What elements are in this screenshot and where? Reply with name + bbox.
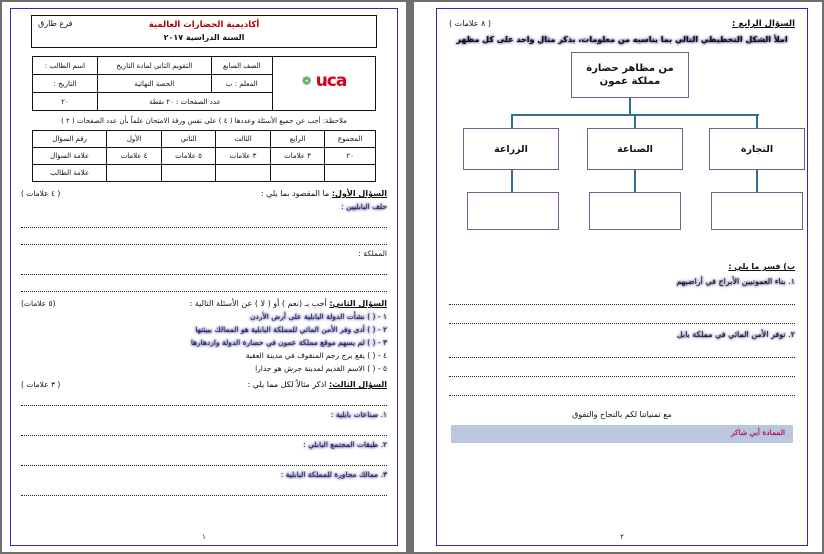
table-row — [33, 57, 376, 75]
marks-value-total: ٢٠ — [325, 148, 376, 165]
question-2-item-1[interactable]: ١ - ( ) نشأت الدولة البابلية على أرض الأردن — [250, 312, 387, 321]
connector-leaf-2 — [634, 170, 636, 192]
answer-line[interactable] — [21, 394, 387, 406]
closing-wish: مع تمنياتنا لكم بالنجاح والتفوق — [572, 410, 672, 419]
student-mark-q2[interactable] — [161, 165, 216, 182]
question-2-item-2[interactable]: ٢ - ( ) أدى وفر الأمن المائي للمملكة البابلية هو الممالك ببيئتها — [195, 325, 387, 334]
part-b-item-2: ٢. توفر الأمن المائي في مملكة بابل — [676, 330, 795, 339]
connector-branch-1 — [756, 114, 758, 128]
answer-line[interactable] — [449, 311, 795, 324]
table-row — [33, 131, 376, 148]
page-1-border — [10, 8, 398, 546]
student-mark-total[interactable] — [325, 165, 376, 182]
org-chart — [449, 52, 795, 252]
question-2-prompt: أجب بـ (نعم ) أو ( لا ) عن الأسئلة التالية : — [189, 299, 327, 308]
table-row — [33, 148, 376, 165]
info-cell-pages: عدد الصفحات : ٢٠ نقطة — [97, 93, 272, 111]
student-mark-q3[interactable] — [216, 165, 271, 182]
answer-line[interactable] — [21, 233, 387, 245]
question-1 — [21, 189, 387, 292]
marks-row-label-student: علامة الطالب — [33, 165, 107, 182]
info-cell-grade: الصف السابع — [211, 57, 272, 75]
academy-name: أكاديمية الحضارات العالمية — [148, 20, 260, 30]
marks-header-q3: الثالث — [216, 131, 271, 148]
marks-value-q3: ٣ علامات — [216, 148, 271, 165]
question-4-title: السؤال الرابع : — [732, 19, 795, 29]
student-mark-q1[interactable] — [107, 165, 162, 182]
marks-header-q4: الرابع — [270, 131, 325, 148]
question-1-prompt: ما المقصود بما يلي : — [260, 189, 330, 198]
chart-answer-box-3[interactable] — [467, 192, 559, 230]
logo-text-icon: uca — [315, 70, 347, 91]
marks-row-label-question: علامة السؤال — [33, 148, 107, 165]
question-3 — [21, 380, 387, 496]
student-mark-q4[interactable] — [270, 165, 325, 182]
info-cell-total: ٢٠ — [33, 93, 98, 111]
info-table-wrap — [32, 56, 376, 111]
answer-line[interactable] — [21, 424, 387, 436]
page-1-number: ١ — [202, 533, 206, 541]
leaf-icon: ❁ — [301, 73, 312, 88]
question-1-item-1: حلف البابليين : — [341, 202, 387, 211]
branch-label: فرع طارق — [38, 19, 73, 28]
marks-header-q2: الثاني — [161, 131, 216, 148]
answer-line[interactable] — [449, 345, 795, 358]
marks-value-q4: ٣ علامات — [270, 148, 325, 165]
connector-branch-2 — [634, 114, 636, 128]
connector-leaf-3 — [511, 170, 513, 192]
question-4 — [449, 19, 795, 419]
answer-line[interactable] — [21, 263, 387, 275]
connector-branch-3 — [511, 114, 513, 128]
question-3-prompt: اذكر مثالاً لكل مما يلي : — [247, 380, 327, 389]
table-row — [33, 165, 376, 182]
question-3-title: السؤال الثالث: — [328, 380, 387, 389]
school-year: السنة الدراسية ٢٠١٧ — [163, 33, 245, 42]
marks-value-q2: ٥ علامات — [161, 148, 216, 165]
info-cell-date[interactable]: التاريخ : — [33, 75, 98, 93]
page-2-number: ٢ — [620, 533, 624, 541]
connector-root-vertical — [629, 98, 631, 114]
marks-header-total: المجموع — [325, 131, 376, 148]
chart-answer-box-1[interactable] — [711, 192, 803, 230]
question-1-title: السؤال الأول: — [331, 189, 387, 198]
answer-line[interactable] — [21, 216, 387, 228]
answer-line[interactable] — [449, 292, 795, 305]
marks-header-q1: الأول — [107, 131, 162, 148]
academy-logo — [273, 57, 376, 111]
chart-answer-box-2[interactable] — [589, 192, 681, 230]
answer-line[interactable] — [449, 383, 795, 396]
question-3-item-1: ١. صناعات بابلية : — [330, 410, 387, 419]
question-2 — [21, 299, 387, 373]
info-cell-student[interactable]: اسم الطالب : — [33, 57, 98, 75]
info-cell-period: الحصة النهائية — [97, 75, 211, 93]
marks-table-wrap — [32, 130, 376, 182]
answer-line[interactable] — [21, 454, 387, 466]
answer-line[interactable] — [21, 484, 387, 496]
question-2-item-4[interactable]: ٤ - ( ) يقع برج رجم المنقوف في مدينة العقبة — [245, 351, 387, 360]
part-b-item-1: ١. بناء العمونيين الأبراج في أراضيهم — [676, 277, 795, 286]
answer-line[interactable] — [449, 364, 795, 377]
question-3-marks: ( ٣ علامات ) — [21, 380, 61, 389]
question-2-item-5[interactable]: ٥ - ( ) الاسم القديم لمدينة جرش هو جدارا — [255, 364, 387, 373]
question-1-marks: ( ٤ علامات ) — [21, 189, 61, 198]
part-b-title: ب) فسر ما يلي : — [728, 262, 795, 271]
exam-page-1 — [2, 2, 406, 552]
chart-root-node: من مظاهر حضارة مملكة عمون — [571, 52, 689, 98]
student-info-table — [32, 56, 376, 111]
chart-child-node-3: الزراعة — [463, 128, 559, 170]
logo-subtitle — [276, 96, 372, 102]
exam-page-2 — [414, 2, 822, 552]
signature-box — [451, 425, 793, 443]
instructions-note: ملاحظة: أجب عن جميع الأسئلة وعددها ( ٤ ) على نفس ورقة الامتحان علماً بأن عدد الصفحات ( ٢ ) — [61, 117, 347, 125]
connector-leaf-1 — [756, 170, 758, 192]
chart-child-node-2: الصناعة — [587, 128, 683, 170]
info-cell-teacher: المعلم : ب — [211, 75, 272, 93]
marks-value-q1: ٤ علامات — [107, 148, 162, 165]
info-cell-exam: التقويم الثاني لمادة التاريخ — [97, 57, 211, 75]
marks-table — [32, 130, 376, 182]
question-2-marks: (٥ علامات) — [21, 299, 56, 308]
answer-line[interactable] — [21, 280, 387, 292]
marks-header-label: رقم السؤال — [33, 131, 107, 148]
signature-text: الممادة أبي شاكر — [730, 428, 785, 437]
question-4-instruction: املأ الشكل التخطيطي التالي بما يناسبه من معلومات، بذكر مثال واحد على كل مظهر — [456, 35, 788, 44]
question-2-title: السؤال الثاني: — [329, 299, 387, 308]
chart-child-node-1: التجارة — [709, 128, 805, 170]
question-2-item-3[interactable]: ٣ - ( ) لم يسهم موقع مملكة عمون في حضارة الدولة وازدهارها — [190, 338, 387, 347]
question-3-item-2: ٢. طبقات المجتمع البابلي : — [303, 440, 387, 449]
question-1-item-2: المملكة : — [358, 249, 387, 258]
question-3-item-3: ٣. ممالك مجاورة للمملكة البابلية : — [280, 470, 387, 479]
header-box — [31, 15, 377, 48]
question-4-marks: ( ٨ علامات ) — [449, 19, 491, 28]
page-2-border — [436, 8, 808, 546]
